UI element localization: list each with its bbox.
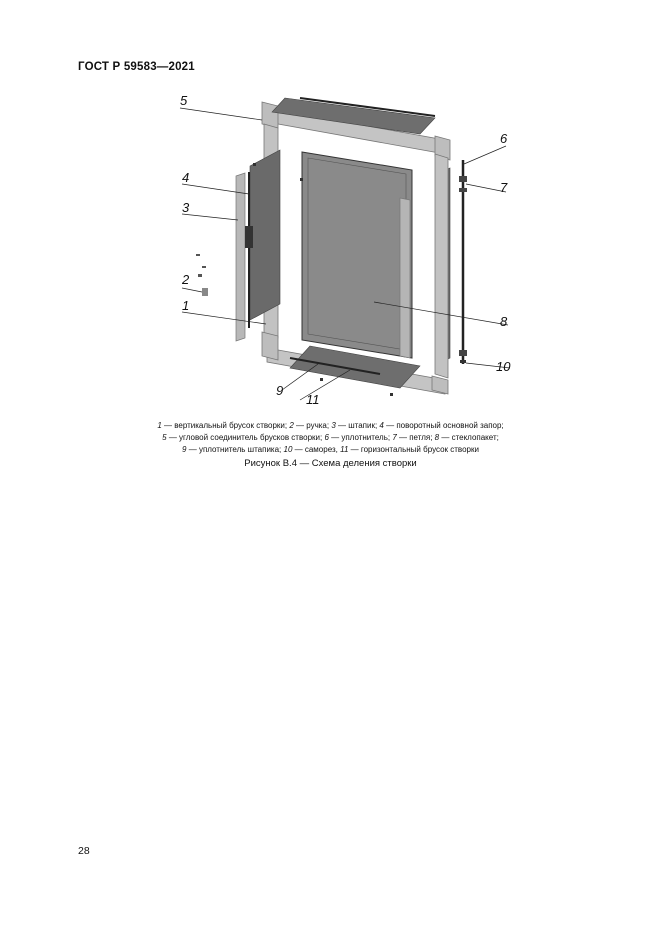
left-vertical-panel [250,150,280,320]
legend-line-3 [78,444,583,456]
glazing-bead-left [236,173,245,341]
legend-num: 11 [340,445,349,454]
leader-3 [182,214,238,220]
legend-text: — стеклопакет; [439,433,499,442]
legend-text: — горизонтальный брусок створки [348,445,479,454]
legend-line-2 [78,432,583,444]
legend-text: — уплотнитель штапика; [186,445,284,454]
callout-11: 11 [306,392,320,407]
callout-4: 4 [182,170,190,185]
legend-num: 5 [162,433,167,442]
legend-num: 2 [289,421,294,430]
legend-text: — саморез, [292,445,341,454]
callout-3: 3 [182,200,190,215]
leader-5 [180,108,262,120]
handle-icon [196,254,208,296]
legend-num: 7 [392,433,397,442]
right-frame-bar [435,154,448,378]
callout-7: 7 [500,180,508,195]
callout-6: 6 [500,131,508,146]
callout-10: 10 [496,359,511,374]
leader-6 [464,146,506,164]
legend-num: 8 [434,433,440,442]
legend-text: — вертикальный брусок створки; [161,421,290,430]
legend-text: — петля; [396,433,435,442]
glass-unit [302,152,412,358]
callout-5: 5 [180,93,188,108]
legend-text: — ручка; [293,421,332,430]
figure-caption: Рисунок В.4 — Схема деления створки [244,458,417,469]
figure-legend [78,420,583,456]
legend-num: 4 [379,421,384,430]
legend-num: 9 [182,445,187,454]
glazing-bead-right [400,198,410,358]
legend-text: — угловой соединитель брусков створки; [166,433,325,442]
lock-mechanism [245,226,253,248]
legend-line-1 [78,420,583,432]
legend-num: 10 [283,445,293,454]
leader-2 [182,288,202,292]
callout-1: 1 [182,298,190,313]
page-number: 28 [78,845,90,857]
legend-text: — уплотнитель; [328,433,393,442]
legend-text: — штапик; [335,421,380,430]
callout-9: 9 [276,383,284,398]
legend-num: 3 [331,421,336,430]
callout-2: 2 [182,272,190,287]
corner-connector-bottom-left [262,332,278,360]
document-header: ГОСТ Р 59583—2021 [78,61,195,73]
legend-num: 6 [324,433,329,442]
legend-num: 1 [157,421,162,430]
exploded-sash-diagram [150,88,530,408]
callout-8: 8 [500,314,508,329]
legend-text: — поворотный основной запор; [383,421,504,430]
